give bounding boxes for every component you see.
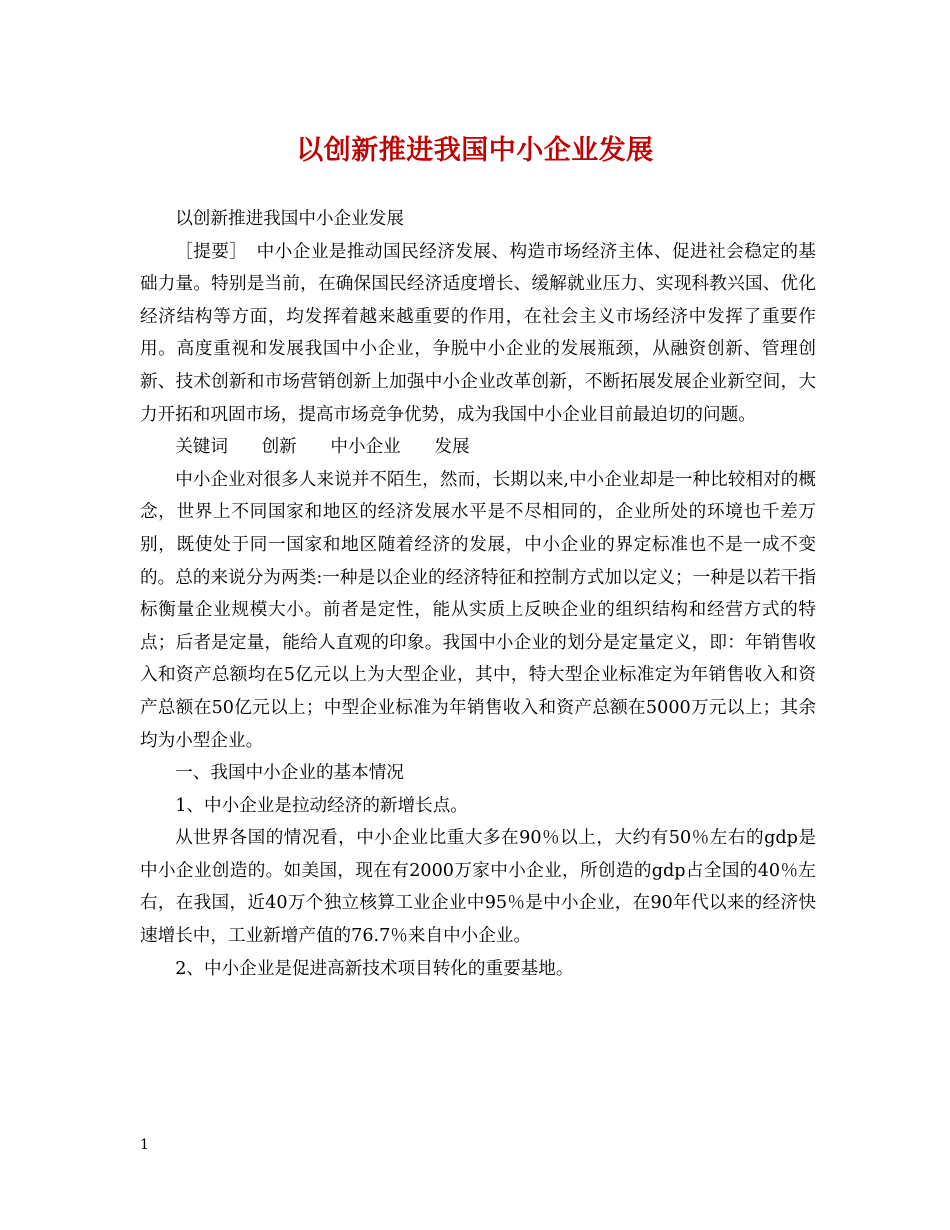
keywords-line [140, 431, 816, 464]
page-number: 1 [140, 1137, 149, 1153]
subsection-heading: 2、中小企业是促进高新技术项目转化的重要基地。 [175, 958, 574, 979]
document-body [140, 203, 816, 985]
keywords-label: 关键词 [175, 437, 228, 458]
body-paragraph: 从世界各国的情况看，中小企业比重大多在90％以上，大约有50％左右的gdp是中小企业创造的。如美国，现在有2000万家中小企业，所创造的gdp占全国的40％左右，在我国，近40万个独立核算工业企业中95％是中小企业，在90年代以来的经济快速增长中，工业新增产值的76.7％来自中小企业。 [140, 828, 816, 947]
subsection-heading: 1、中小企业是拉动经济的新增长点。 [175, 795, 468, 816]
keyword: 发展 [434, 437, 470, 458]
document-title: 以创新推进我国中小企业发展 [296, 135, 654, 166]
abstract-paragraph: ［提要］ 中小企业是推动国民经济发展、构造市场经济主体、促进社会稳定的基础力量。特别是当前，在确保国民经济适度增长、缓解就业压力、实现科教兴国、优化经济结构等方面，均发挥着越来越重要的作用，在社会主义市场经济中发挥了重要作用。高度重视和发展我国中小企业，争脱中小企业的发展瓶颈，从融资创新、管理创新、技术创新和市场营销创新上加强中小企业改革创新，不断拓展发展企业新空间，大力开拓和巩固市场，提高市场竞争优势，成为我国中小企业目前最迫切的问题。 [140, 241, 816, 425]
keyword: 创新 [261, 437, 297, 458]
body-paragraph: 中小企业对很多人来说并不陌生，然而，长期以来,中小企业却是一种比较相对的概念，世界上不同国家和地区的经济发展水平是不尽相同的，企业所处的环境也千差万别，既使处于同一国家和地区随着经济的发展，中小企业的界定标准也不是一成不变的。总的来说分为两类:一种是以企业的经济特征和控制方式加以定义；一种是以若干指标衡量企业规模大小。前者是定性，能从实质上反映企业的组织结构和经营方式的特点；后者是定量，能给人直观的印象。我国中小企业的划分是定量定义，即：年销售收入和资产总额均在5亿元以上为大型企业，其中，特大型企业标准定为年销售收入和资产总额在50亿元以上；中型企业标准为年销售收入和资产总额在5000万元以上；其余均为小型企业。 [140, 469, 816, 751]
keyword: 中小企业 [330, 437, 401, 458]
section-heading: 一、我国中小企业的基本情况 [175, 763, 404, 784]
subtitle-paragraph: 以创新推进我国中小企业发展 [175, 209, 404, 229]
